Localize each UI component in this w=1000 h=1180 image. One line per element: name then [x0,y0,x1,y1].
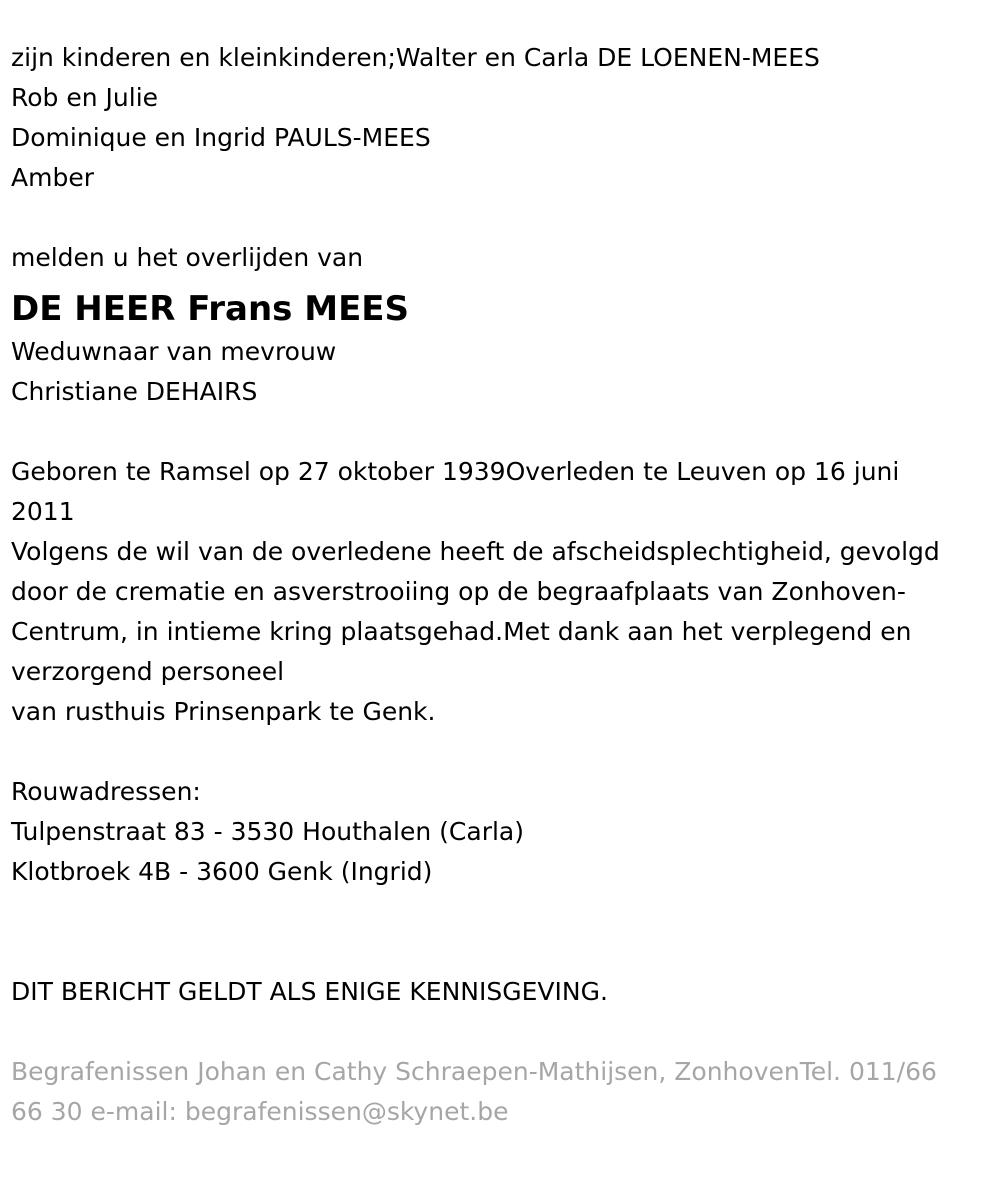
birth-death-dates: Geboren te Ramsel op 27 oktober 1939Overleden te Leuven op 16 juni 2011 [11,457,900,526]
spouse-line-2: Christiane DEHAIRS [11,377,258,406]
family-line-2: Rob en Julie [11,83,159,112]
address-ingrid: Klotbroek 4B - 3600 Genk (Ingrid) [11,857,433,886]
spacer [11,892,969,972]
thanks-text: van rusthuis Prinsenpark te Genk. [11,697,436,726]
ceremony-text: Volgens de wil van de overledene heeft de afscheidsplechtigheid, gevolgd door de crematie en asverstrooiing op de begraafplaats van Zonhoven-Centrum, in intieme kring plaatsgehad.Met dank aan het verplegend en verzorgend personeel [11,537,940,686]
spacer [11,732,969,772]
spacer [11,412,969,452]
deceased-name: DE HEER Frans MEES [11,289,410,329]
family-line-1: zijn kinderen en kleinkinderen;Walter en Carla DE LOENEN-MEES [11,43,820,72]
family-line-4: Amber [11,163,94,192]
spouse-line-1: Weduwnaar van mevrouw [11,337,337,366]
address-carla: Tulpenstraat 83 - 3530 Houthalen (Carla) [11,817,525,846]
family-line-3: Dominique en Ingrid PAULS-MEES [11,123,431,152]
final-notice: DIT BERICHT GELDT ALS ENIGE KENNISGEVING. [11,977,608,1006]
announcement-text: melden u het overlijden van [11,243,364,272]
spacer [11,198,969,238]
undertaker-contact: Begrafenissen Johan en Cathy Schraepen-Mathijsen, ZonhovenTel. 011/66 66 30 e-mail: begrafenissen@skynet.be [11,1057,937,1126]
addresses-label: Rouwadressen: [11,777,201,806]
